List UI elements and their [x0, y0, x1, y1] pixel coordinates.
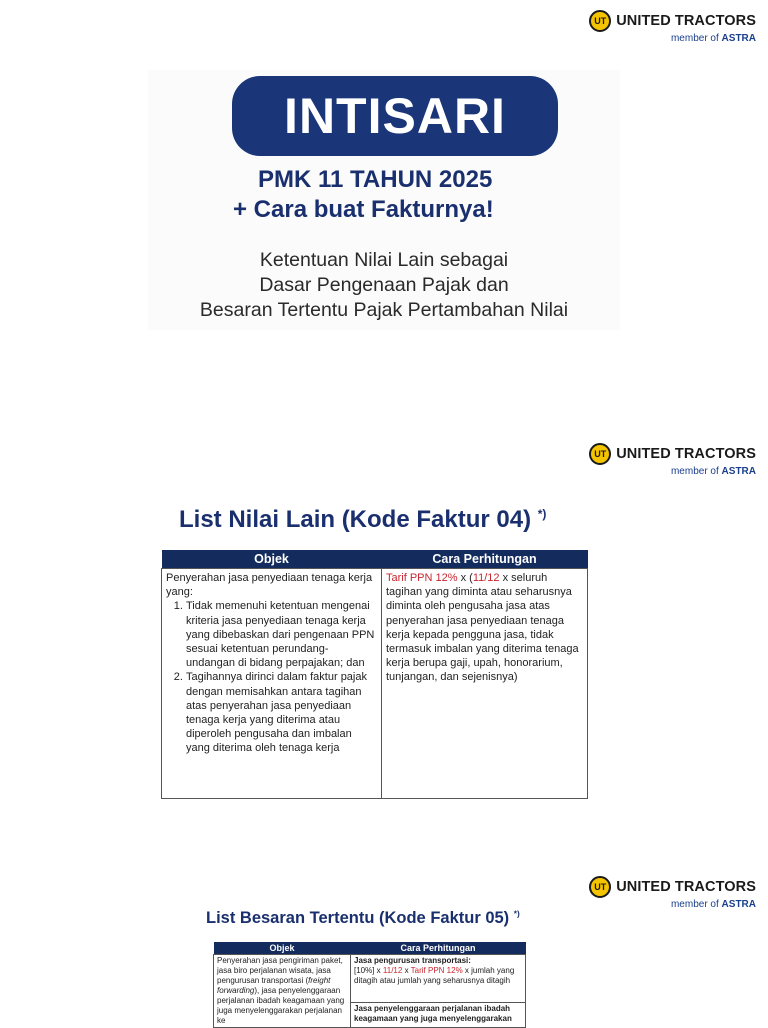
col-header-objek: Objek [162, 550, 382, 569]
logo-tagline: member of ASTRA [670, 899, 756, 910]
col-header-cara: Cara Perhitungan [351, 942, 526, 955]
ut-logo-icon: UT [589, 876, 611, 898]
united-tractors-logo [589, 443, 756, 477]
besaran-tertentu-table [213, 942, 526, 1028]
faktur-subtitle: + Cara buat Fakturnya! [233, 196, 494, 223]
objek-cell: Penyerahan jasa pengiriman paket, jasa biro perjalanan wisata, jasa pengurusan transportasi (freight forwarding), jasa penyelenggaraan perjalanan ibadah keagamaan yang juga menyelenggarakan perjalanan ke [214, 955, 351, 1028]
pmk-subtitle: PMK 11 TAHUN 2025 [258, 166, 493, 193]
cover-description: Ketentuan Nilai Lain sebagai Dasar Pengenaan Pajak dan Besaran Tertentu Pajak Pertambahan Nilai [199, 249, 569, 321]
logo-name: UNITED TRACTORS [616, 13, 756, 29]
nilai-lain-heading: List Nilai Lain (Kode Faktur 04) *) [179, 506, 547, 533]
united-tractors-logo [589, 10, 756, 44]
besaran-tertentu-heading: List Besaran Tertentu (Kode Faktur 05) *) [206, 909, 520, 927]
col-header-cara: Cara Perhitungan [382, 550, 588, 569]
ut-logo-icon: UT [589, 443, 611, 465]
logo-tagline: member of ASTRA [670, 466, 756, 477]
objek-cell: Penyerahan jasa penyediaan tenaga kerja yang: 1. Tidak memenuhi ketentuan mengenai kriteria jasa penyediaan tenaga kerja yang dibebaskan dari pengenaan PPN sesuai ketentuan perundang-undangan di bidang perpajakan; dan 2. Tagihannya dirinci dalam faktur pajak dengan memisahkan antara tagihan atas penyerahan jasa penyediaan tenaga kerja yang diterima atau diperoleh pengusaha dan imbalan yang diterima oleh tenaga kerja [162, 569, 382, 799]
cara-cell: Tarif PPN 12% x (11/12 x seluruh tagihan yang diminta atau seharusnya diminta oleh pengusaha jasa atas penyerahan jasa penyediaan tenaga kerja kepada pengguna jasa, tidak termasuk imbalan yang diterima tenaga kerja berupa gaji, upah, honorarium, tunjangan, dan sejenisnya) [382, 569, 588, 799]
ut-logo-icon: UT [589, 10, 611, 32]
list-item: 1. Tidak memenuhi ketentuan mengenai kriteria jasa penyediaan tenaga kerja yang dibebaskan dari pengenaan PPN sesuai ketentuan perundang-undangan di bidang perpajakan; dan [186, 599, 377, 670]
united-tractors-logo [589, 876, 756, 910]
cara-cell-transportasi: Jasa pengurusan transportasi: [10%] x 11/12 x Tarif PPN 12% x jumlah yang ditagih atau jumlah yang seharusnya ditagih [351, 955, 526, 1003]
list-item: 2. Tagihannya dirinci dalam faktur pajak dengan memisahkan antara tagihan atas penyerahan jasa penyediaan tenaga kerja yang diterima atau diperoleh pengusaha dan imbalan yang diterima oleh tenaga kerja [186, 670, 377, 755]
logo-name: UNITED TRACTORS [616, 879, 756, 895]
logo-tagline: member of ASTRA [670, 33, 756, 44]
logo-name: UNITED TRACTORS [616, 446, 756, 462]
intisari-title: INTISARI [232, 76, 558, 156]
col-header-objek: Objek [214, 942, 351, 955]
nilai-lain-table [161, 550, 588, 799]
cara-cell-ibadah: Jasa penyelenggaraan perjalanan ibadah keagamaan yang juga menyelenggarakan [351, 1003, 526, 1028]
